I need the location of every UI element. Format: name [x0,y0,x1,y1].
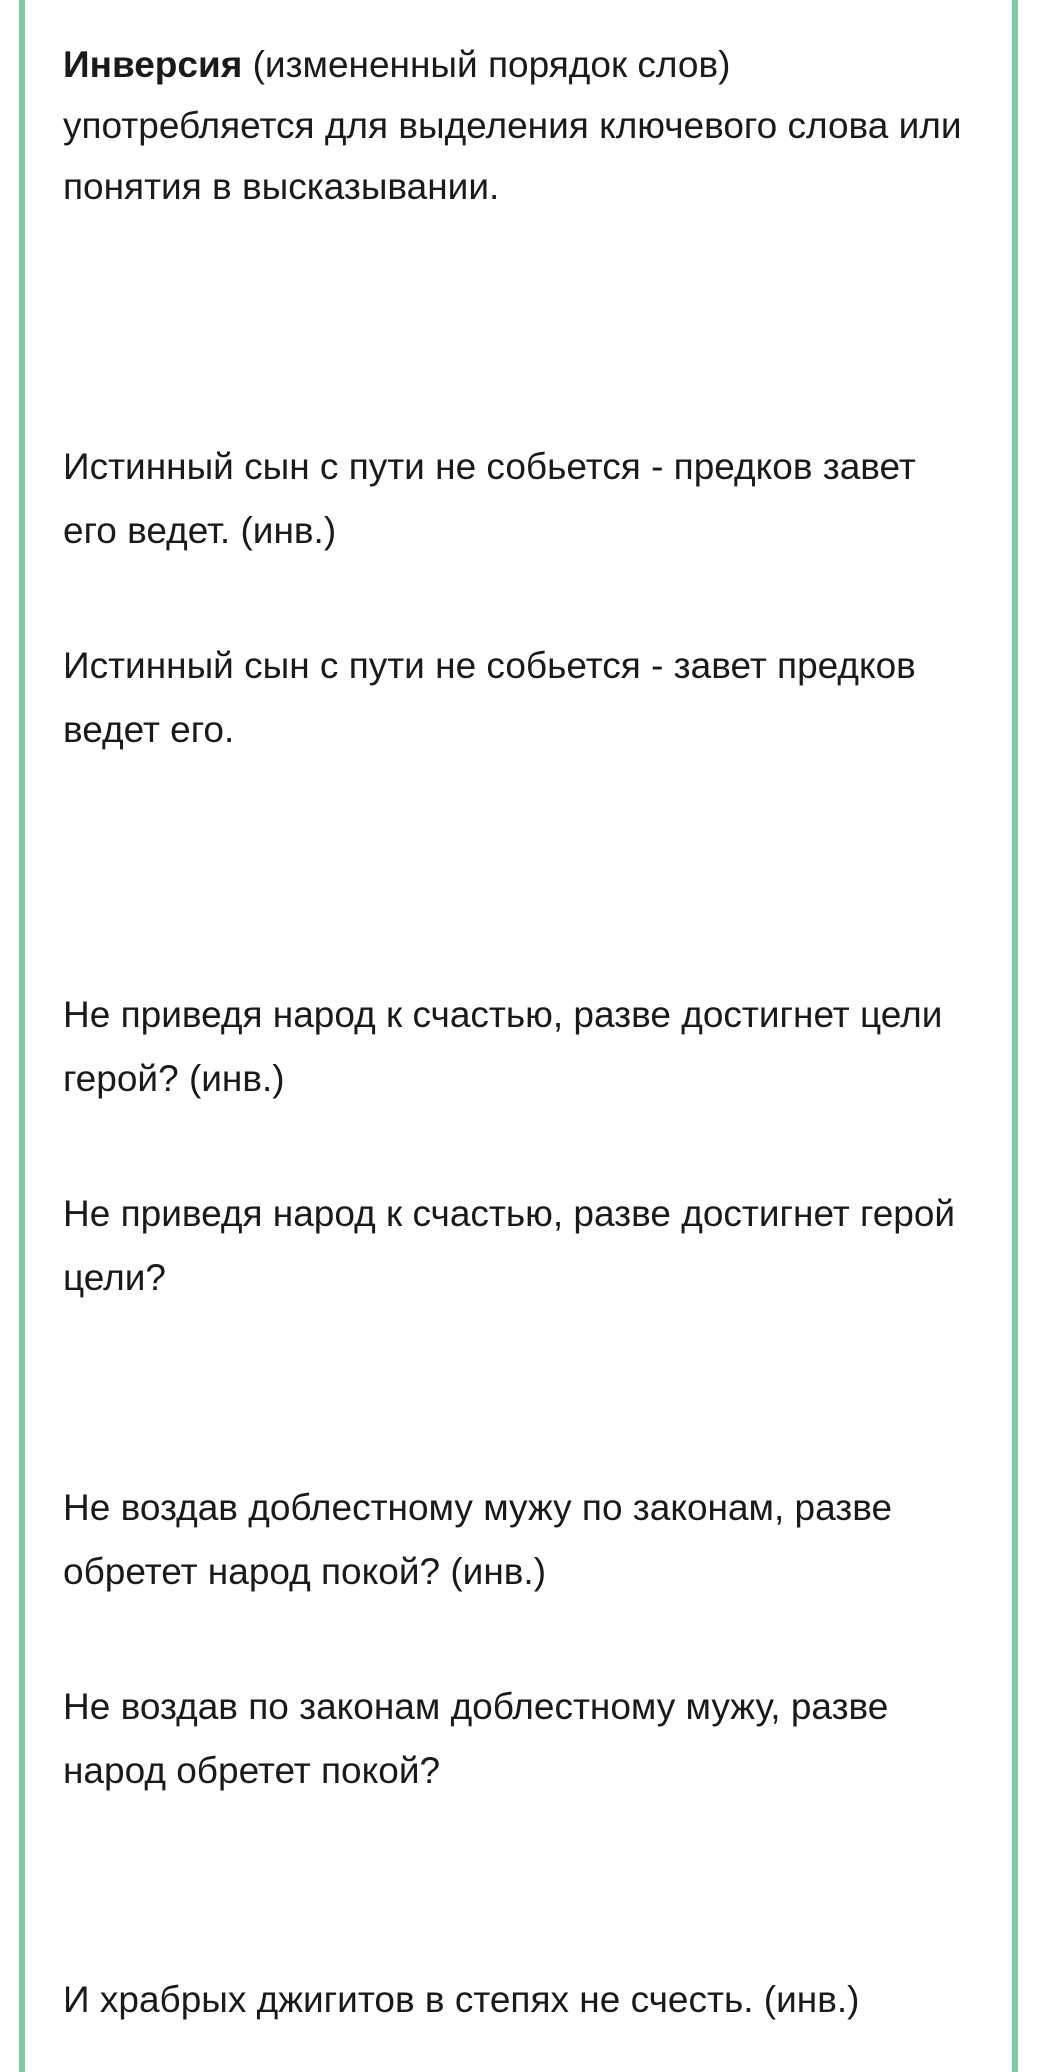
example-sentence: Истинный сын с пути не собьется - предков завет его ведет. (инв.) [63,446,916,551]
example-sentence: Не воздав по законам доблестному мужу, разве народ обретет покой? [63,1686,889,1791]
example-sentence: Не приведя народ к счастью, разве достигнет герой цели? [63,1193,956,1298]
example-sentence: Не воздав доблестному мужу по законам, разве обретет народ покой? (инв.) [63,1487,893,1592]
definition-text: (измененный порядок слов) употребляется для выделения ключевого слова или понятия в высказывании. [63,44,962,207]
left-border-rail [19,0,25,2072]
definition-term: Инверсия [63,44,243,85]
example-sentence: Не приведя народ к счастью, разве достигнет цели герой? (инв.) [63,994,943,1099]
definition-paragraph [63,34,963,217]
example-sentence: И храбрых джигитов в степях не счесть. (инв.) [63,1979,860,2020]
example-sentence: Истинный сын с пути не собьется - завет предков ведет его. [63,645,916,750]
right-border-rail [1012,0,1018,2072]
